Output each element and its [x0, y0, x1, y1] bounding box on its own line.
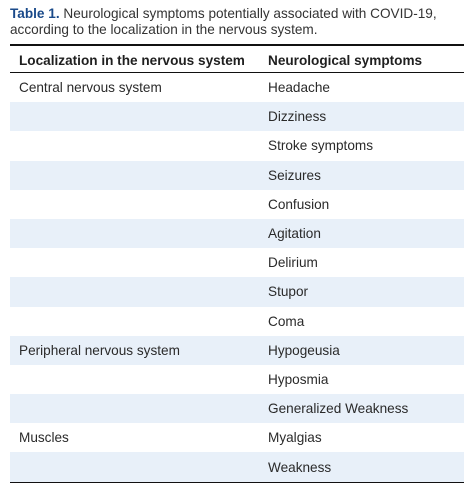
cell-symptom: Delirium: [268, 255, 318, 271]
cell-localization: [10, 394, 259, 423]
table-row: [10, 277, 464, 306]
cell-localization: [10, 131, 259, 160]
table-row: [10, 394, 464, 423]
cell-symptom: Myalgias: [268, 430, 322, 446]
cell-symptom: Seizures: [259, 161, 464, 190]
cell-symptom: Generalized Weakness: [259, 394, 464, 423]
cell-symptom: Dizziness: [259, 102, 464, 131]
table-caption-text-line2: according to the localization in the nervous system.: [10, 22, 318, 37]
table-header-row: [10, 45, 464, 73]
cell-symptom: Coma: [268, 313, 305, 329]
cell-localization: [10, 452, 259, 482]
cell-symptom: Agitation: [259, 219, 464, 248]
table-row: [10, 102, 464, 131]
cell-localization: [10, 365, 259, 394]
cell-symptom: Headache: [268, 80, 330, 96]
cell-localization: [10, 102, 259, 131]
cell-localization: [10, 190, 259, 219]
table-row: [10, 248, 464, 277]
table-row: [10, 219, 464, 248]
column-header-symptoms: Neurological symptoms: [268, 52, 423, 68]
cell-localization: Muscles: [19, 430, 69, 446]
symptoms-table: [10, 44, 464, 483]
table-row: [10, 190, 464, 219]
table-caption: [10, 6, 464, 38]
cell-symptom: Hypogeusia: [259, 336, 464, 365]
table-row: [10, 161, 464, 190]
table-row: [10, 336, 464, 365]
cell-symptom: Stupor: [259, 277, 464, 306]
table-row: [10, 452, 464, 482]
column-header-localization: Localization in the nervous system: [19, 52, 245, 68]
table-row: [10, 307, 464, 336]
cell-localization: [10, 161, 259, 190]
cell-symptom: Confusion: [268, 196, 330, 212]
table-caption-label: Table 1.: [10, 6, 60, 21]
cell-localization: [10, 307, 259, 336]
table-row: [10, 73, 464, 103]
cell-localization: Central nervous system: [19, 80, 162, 96]
cell-symptom: Weakness: [259, 452, 464, 482]
cell-localization: [10, 277, 259, 306]
cell-localization: Peripheral nervous system: [10, 336, 259, 365]
table-row: [10, 423, 464, 452]
table-row: [10, 131, 464, 160]
cell-localization: [10, 248, 259, 277]
cell-symptom: Hyposmia: [268, 371, 329, 387]
cell-symptom: Stroke symptoms: [268, 138, 373, 154]
cell-localization: [10, 219, 259, 248]
table-body: [10, 73, 464, 483]
table-caption-text-line1: Neurological symptoms potentially associated with COVID-19,: [63, 6, 437, 21]
table-row: [10, 365, 464, 394]
